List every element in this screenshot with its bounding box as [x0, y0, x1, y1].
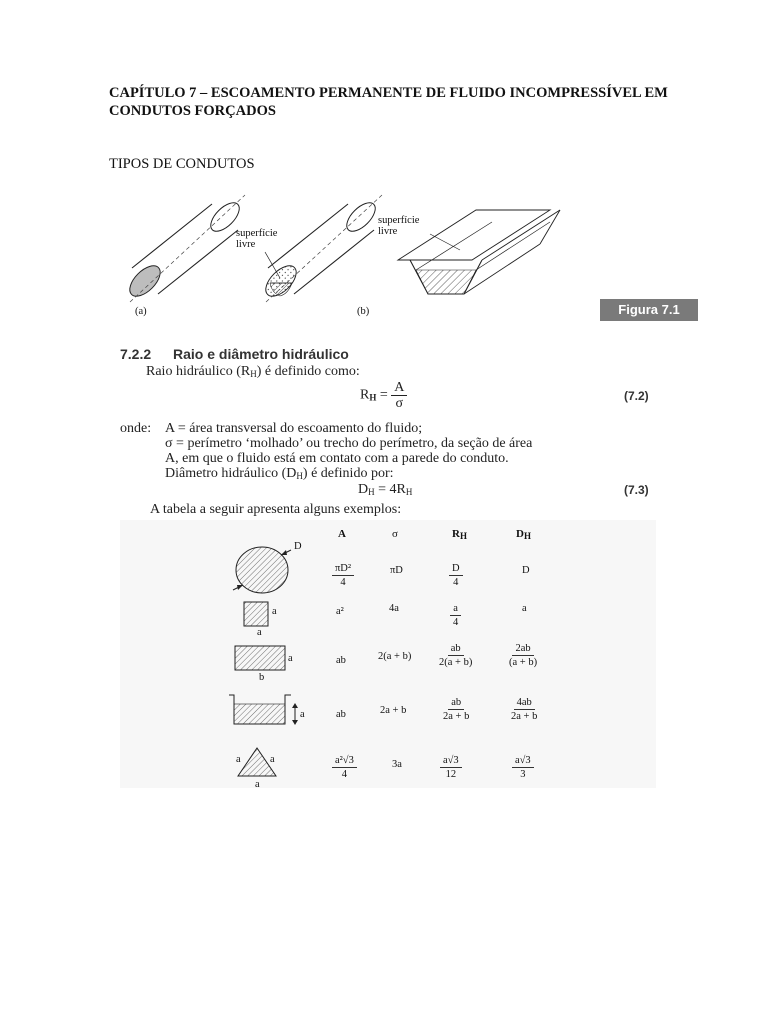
- table-intro: A tabela a seguir apresenta alguns exemplos:: [150, 502, 402, 517]
- row4-diameter: $\frac{4ab}{2a + b}$: [511, 697, 538, 722]
- row1-diameter: D: [522, 565, 530, 576]
- where-line-3: A, em que o fluido está em contato com a parede do conduto.: [165, 451, 509, 466]
- header-perimeter: σ: [392, 528, 398, 540]
- channel-depth-label: a: [300, 709, 305, 720]
- section-title: Raio e diâmetro hidráulico: [173, 346, 349, 362]
- row2-perimeter: 4a: [389, 603, 399, 614]
- header-hydraulic-radius: $R_H$: [452, 528, 467, 541]
- row4-area: ab: [336, 709, 346, 720]
- row2-area: a²: [336, 606, 344, 617]
- equation-number-7-2: (7.2): [624, 389, 649, 403]
- cross-section-shapes: [225, 538, 335, 788]
- square-side-label: a: [272, 606, 277, 617]
- where-line-1: A = área transversal do escoamento do fluido;: [165, 421, 423, 436]
- hydraulic-radius-intro: Raio hidráulico $(R_H)$ é definido como:: [146, 364, 360, 379]
- row1-radius: $\frac{D}{4}$: [449, 562, 463, 589]
- figure-label-a: (a): [135, 306, 147, 317]
- chapter-title: CAPÍTULO 7 – ESCOAMENTO PERMANENTE DE FLUIDO INCOMPRESSÍVEL EM CONDUTOS FORÇADOS: [109, 85, 668, 119]
- triangle-right-label: a: [270, 754, 275, 765]
- row5-radius: $\frac{a√3}{12}$: [440, 754, 462, 781]
- rectangle-height-label: a: [288, 653, 293, 664]
- row4-perimeter: 2a + b: [380, 705, 407, 716]
- where-line-2: σ = perímetro ‘molhado’ ou trecho do perímetro, da seção de área: [165, 436, 533, 451]
- row3-perimeter: 2(a + b): [378, 651, 412, 662]
- circle-section: [233, 547, 291, 593]
- equation-number-7-3: (7.3): [624, 483, 649, 497]
- row5-perimeter: 3a: [392, 759, 402, 770]
- row2-radius: $\frac{a}{4}$: [450, 602, 461, 629]
- conduit-types-figure: [120, 190, 570, 320]
- square-section: [244, 602, 268, 626]
- full-pipe-drawing: [124, 195, 245, 302]
- header-hydraulic-diameter: $D_H$: [516, 528, 531, 541]
- free-surface-label-channel: superfície livre: [378, 215, 420, 237]
- row5-area: $\frac{\text{a²√3}}{4}$: [332, 754, 357, 781]
- row4-radius: $\frac{ab}{2a + b}$: [443, 697, 470, 722]
- circle-diameter-label: D: [294, 541, 302, 552]
- row5-diameter: $\frac{a√3}{3}$: [512, 754, 534, 781]
- open-rectangle-section: [229, 695, 298, 725]
- triangle-left-label: a: [236, 754, 241, 765]
- section-number: 7.2.2: [120, 346, 152, 362]
- equation-7-3: $D_H = 4R_H$: [358, 482, 413, 497]
- equation-7-2: $R_H$ = $\frac{A}{\sigma}$: [360, 380, 407, 411]
- header-area: A: [338, 528, 346, 540]
- row3-radius: $\frac{ab}{2(a + b)}$: [439, 643, 473, 668]
- triangle-bottom-label: a: [255, 779, 260, 790]
- hydraulic-diameter-intro: Diâmetro hidráulico $(D_H)$ é definido por:: [165, 466, 394, 481]
- free-surface-label-pipe: superfície livre: [236, 228, 278, 250]
- partial-pipe-drawing: [260, 195, 382, 302]
- row2-diameter: a: [522, 603, 527, 614]
- row3-diameter: $\frac{2ab}{(a + b)}$: [509, 643, 538, 668]
- rectangle-section: [235, 646, 285, 670]
- square-bottom-label: a: [257, 627, 262, 638]
- where-label: onde:: [120, 421, 152, 436]
- row1-area: $\frac{\text{πD²}}{4}$: [332, 562, 354, 589]
- row3-area: ab: [336, 655, 346, 666]
- row1-perimeter: πD: [390, 565, 403, 576]
- figure-label-b: (b): [357, 306, 370, 317]
- section-heading: TIPOS DE CONDUTOS: [109, 156, 255, 172]
- figure-badge: Figura 7.1: [600, 299, 698, 321]
- open-channel-drawing: [398, 210, 560, 294]
- rectangle-width-label: b: [259, 672, 265, 683]
